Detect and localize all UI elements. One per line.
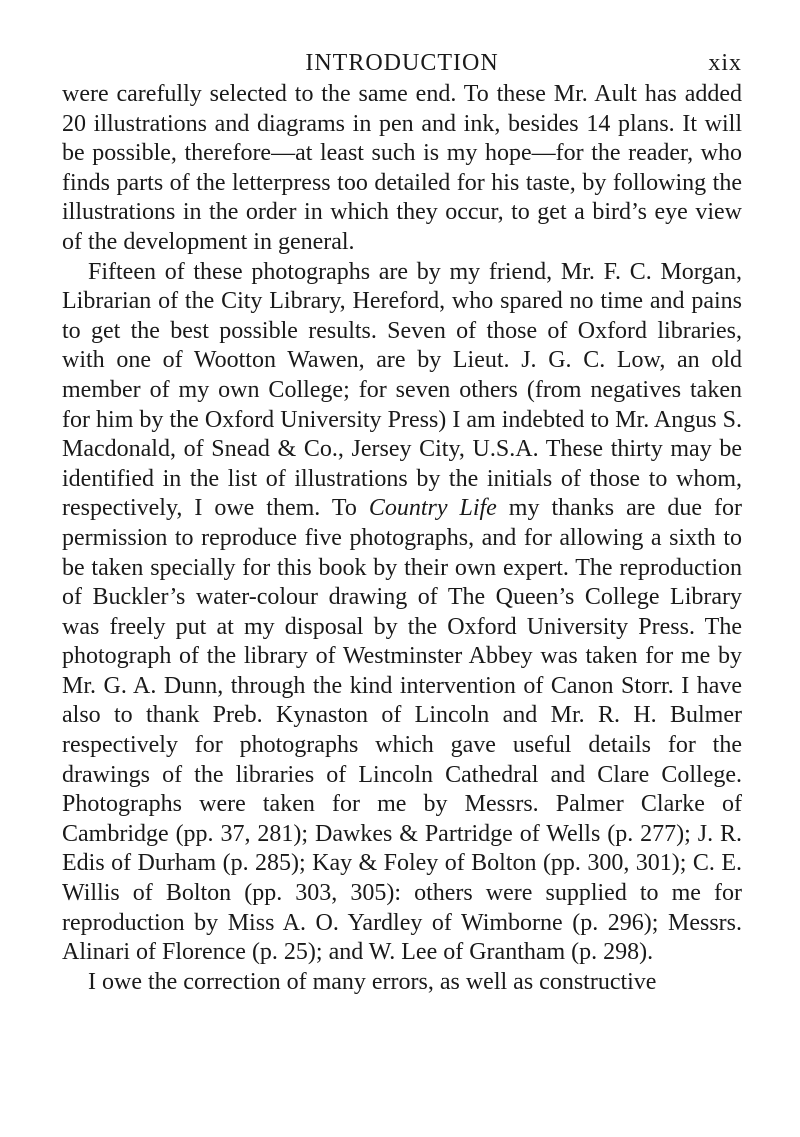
- italic-title-country-life: Country Life: [368, 495, 497, 522]
- page-number: xix: [708, 50, 742, 76]
- running-title: INTRODUCTION: [305, 50, 499, 76]
- running-head: [62, 50, 742, 84]
- paragraph-2-text-a: Fifteen of these photographs are by my friend, Mr. F. C. Morgan, Librarian of the City Library, Hereford, who spared no time and pains to get the best possible results. Seven of those of Oxford libraries, with one of Wootton Wawen, are by Lieut. J. G. C. Low, an old member of my own College; for seven others (from negatives taken for him by the Oxford University Press) I am indebted to Mr. Angus S. Macdonald, of Snead & Co., Jersey City, U.S.A. These thirty may be identified in the list of illustrations by the initials of those to whom, respectively, I owe them. To: [62, 258, 742, 522]
- paragraph-3: I owe the correction of many errors, as well as constructive: [88, 968, 657, 995]
- book-page: [62, 0, 742, 1137]
- paragraph-2-text-b: my thanks are due for permission to reproduce five photographs, and for allowing a sixth to be taken specially for this book by their own expert. The reproduction of Buckler’s water-colour drawing of The Queen’s College Library was freely put at my disposal by the Oxford University Press. The photograph of the library of Westminster Abbey was taken for me by Mr. G. A. Dunn, through the kind intervention of Canon Storr. I have also to thank Preb. Kynaston of Lincoln and Mr. R. H. Bulmer respectively for photographs which gave useful details for the drawings of the libraries of Lincoln Cathedral and Clare College. Photographs were taken for me by Messrs. Palmer Clarke of Cambridge (pp. 37, 281); Dawkes & Partridge of Wells (p. 277); J. R. Edis of Durham (p. 285); Kay & Foley of Bolton (pp. 300, 301); C. E. Willis of Bolton (pp. 303, 305): others were supplied to me for reproduction by Miss A. O. Yardley of Wimborne (p. 296); Messrs. Alinari of Florence (p. 25); and W. Lee of Grantham (p. 298).: [62, 495, 743, 966]
- paragraph-1: were carefully selected to the same end. To these Mr. Ault has added 20 illustrations and diagrams in pen and ink, besides 14 plans. It will be possible, therefore—at least such is my hope—for the reader, who finds parts of the letterpress too detailed for his taste, by following the illustrations in the order in which they occur, to get a bird’s eye view of the development in general.: [62, 81, 742, 255]
- body-text: [62, 80, 742, 997]
- paragraph-2: [62, 258, 742, 968]
